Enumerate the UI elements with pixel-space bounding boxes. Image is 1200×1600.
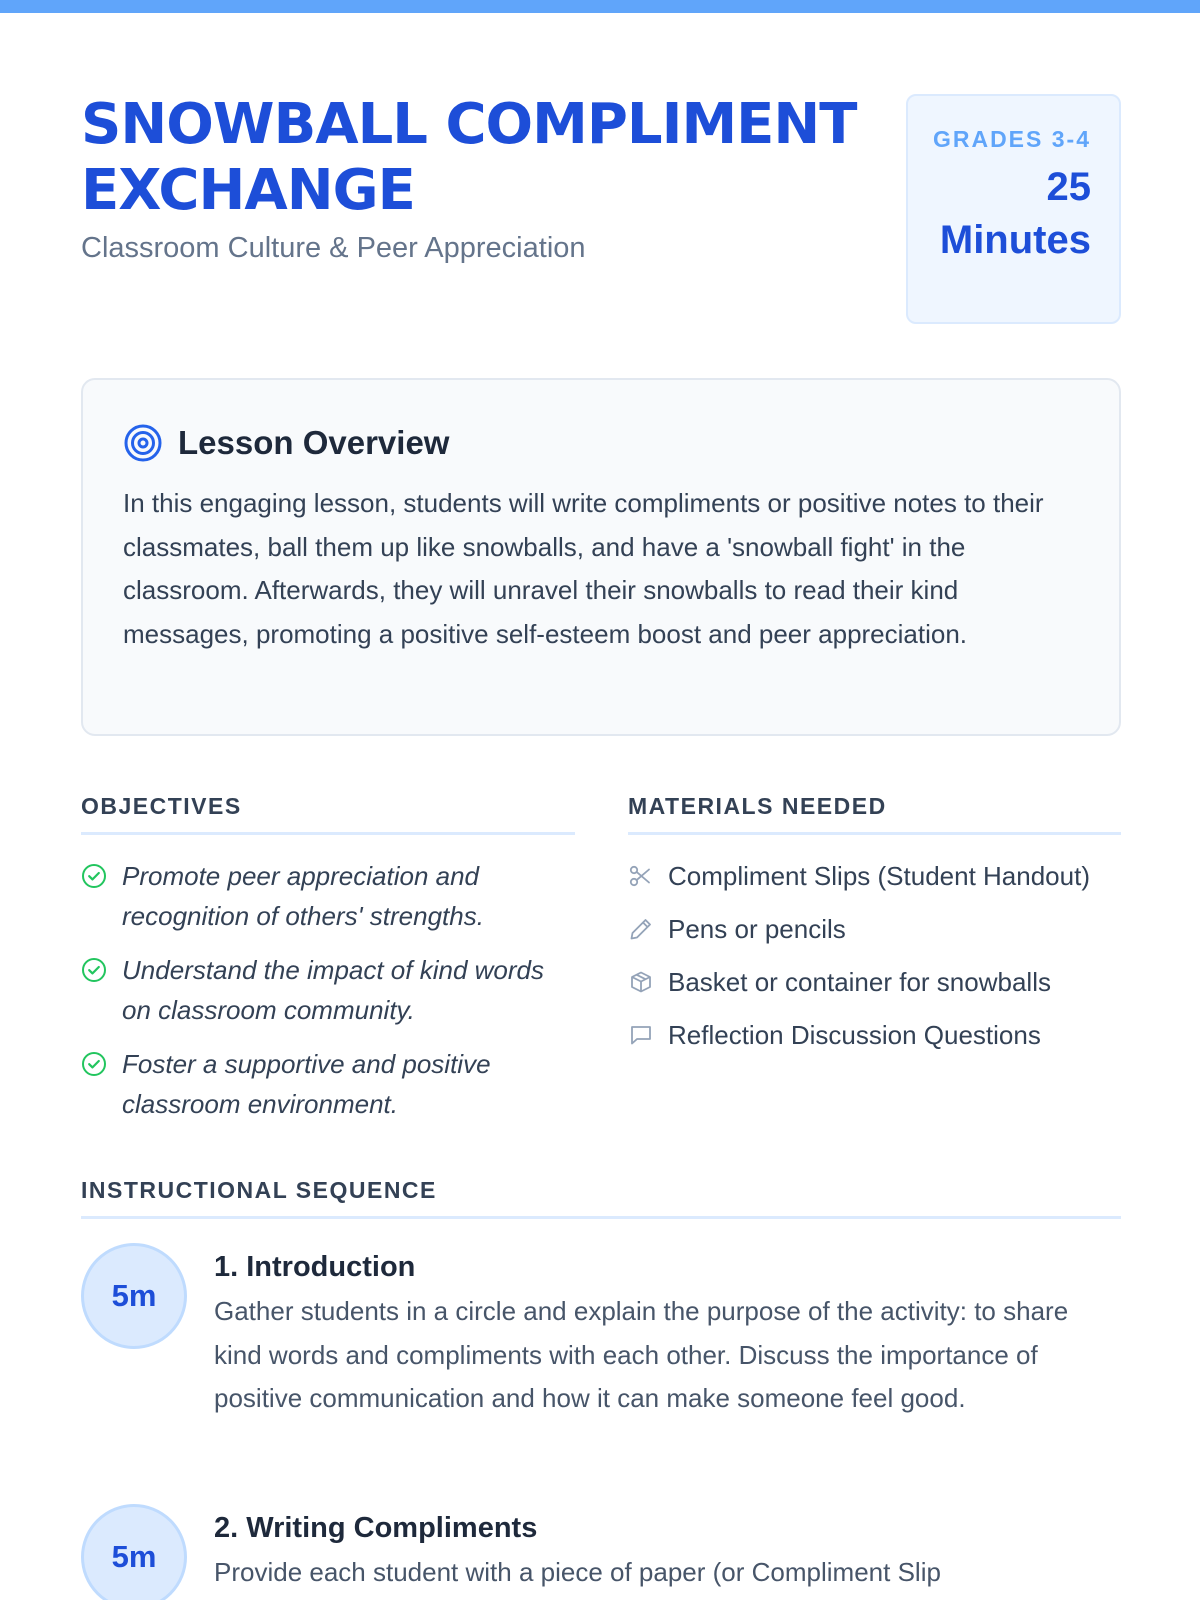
objective-text: Foster a supportive and positive classroom environment.	[122, 1049, 491, 1119]
material-item	[628, 856, 1121, 896]
box-icon	[628, 969, 654, 995]
pencil-icon	[628, 916, 654, 942]
lesson-overview-card	[81, 378, 1121, 736]
material-item	[628, 909, 1121, 949]
materials-list	[628, 856, 1121, 1068]
material-item	[628, 962, 1121, 1002]
scissors-icon	[628, 863, 654, 889]
material-text: Reflection Discussion Questions	[668, 1020, 1041, 1050]
step-title: 1. Introduction	[214, 1251, 416, 1283]
materials-heading: MATERIALS NEEDED	[628, 793, 1121, 835]
step-body	[214, 1243, 1121, 1421]
material-text: Basket or container for snowballs	[668, 967, 1051, 997]
objectives-list	[81, 856, 575, 1138]
overview-header	[123, 418, 1079, 468]
step-duration-badge: 5m	[81, 1243, 187, 1349]
step-duration-badge: 5m	[81, 1504, 187, 1600]
top-accent-bar	[0, 0, 1200, 13]
material-text: Pens or pencils	[668, 914, 846, 944]
objective-item	[81, 950, 575, 1030]
check-circle-icon	[81, 957, 107, 983]
lesson-meta-card	[906, 94, 1121, 324]
objective-item	[81, 1044, 575, 1124]
objectives-heading: OBJECTIVES	[81, 793, 575, 835]
objective-text: Understand the impact of kind words on classroom community.	[122, 955, 544, 1025]
objective-item	[81, 856, 575, 936]
overview-title: Lesson Overview	[178, 424, 450, 461]
check-circle-icon	[81, 1051, 107, 1077]
overview-text: In this engaging lesson, students will write compliments or positive notes to their classmates, ball them up like snowballs, and have a 'snowball fight' in the classroom. Afterwards, they will unravel their snowballs to read their kind messages, promoting a positive self-esteem boost and peer appreciation.	[123, 488, 1044, 649]
step-title: 2. Writing Compliments	[214, 1512, 538, 1544]
check-circle-icon	[81, 863, 107, 889]
material-item	[628, 1015, 1121, 1055]
step-text: Gather students in a circle and explain the purpose of the activity: to share kind words and compliments with each other. Discuss the importance of positive communication and how it can make someone feel good.	[214, 1296, 1069, 1413]
lesson-subtitle: Classroom Culture & Peer Appreciation	[81, 232, 586, 264]
step-body	[214, 1504, 1121, 1595]
material-text: Compliment Slips (Student Handout)	[668, 861, 1090, 891]
message-square-icon	[628, 1022, 654, 1048]
sequence-heading: INSTRUCTIONAL SEQUENCE	[81, 1177, 1121, 1219]
target-icon	[123, 423, 163, 463]
grade-level: GRADES 3-4	[932, 126, 1091, 152]
lesson-title: SNOWBALL COMPLIMENT EXCHANGE	[81, 92, 857, 223]
step-text: Provide each student with a piece of paper (or Compliment Slip	[214, 1557, 941, 1587]
lesson-duration: 25 Minutes	[939, 165, 1091, 262]
objective-text: Promote peer appreciation and recognition of others' strengths.	[122, 861, 484, 931]
